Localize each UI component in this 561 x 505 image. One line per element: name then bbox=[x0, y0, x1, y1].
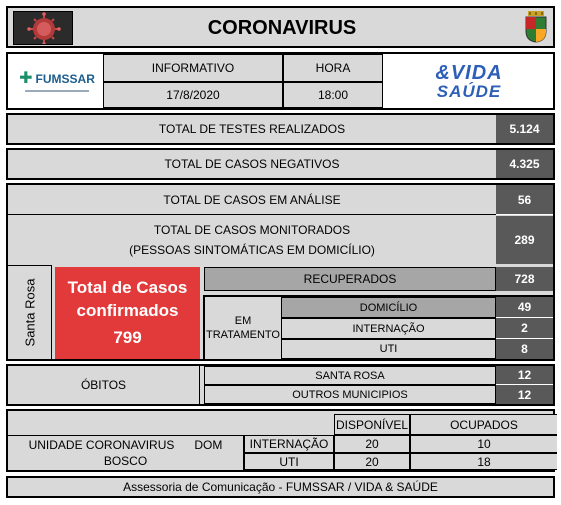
internacao-value: 2 bbox=[496, 318, 553, 339]
obitos-label: ÓBITOS bbox=[8, 366, 200, 404]
obitos-santa-rosa-value: 12 bbox=[496, 366, 553, 385]
city-vertical-label bbox=[8, 265, 52, 359]
city-crest-icon bbox=[525, 11, 547, 43]
disponivel-label: DISPONÍVEL bbox=[334, 414, 410, 435]
testes-value: 5.124 bbox=[496, 115, 553, 143]
report-date: 17/8/2020 bbox=[103, 82, 283, 108]
plus-icon: ✚ bbox=[19, 69, 33, 87]
confirmed-box bbox=[55, 267, 200, 359]
ocupados-label: OCUPADOS bbox=[410, 414, 557, 435]
confirmed-line2: confirmados bbox=[76, 301, 179, 320]
vida-logo-line2: SAÚDE bbox=[436, 81, 502, 101]
unidade-name bbox=[8, 435, 244, 470]
unidade-internacao-disp: 20 bbox=[334, 435, 410, 453]
monitorados-label: TOTAL DE CASOS MONITORADOS bbox=[153, 223, 351, 237]
fumssar-logo-text: FUMSSAR bbox=[35, 71, 95, 86]
unidade-internacao-label: INTERNAÇÃO bbox=[244, 435, 334, 453]
fumssar-logo bbox=[14, 57, 100, 105]
page-title: CORONAVIRUS bbox=[207, 16, 357, 39]
confirmed-value: 799 bbox=[113, 328, 142, 347]
testes-label: TOTAL DE TESTES REALIZADOS bbox=[158, 122, 346, 136]
monitorados-block bbox=[8, 216, 496, 264]
domicilio-value: 49 bbox=[496, 297, 553, 318]
domicilio-label: DOMICÍLIO bbox=[281, 297, 496, 318]
obitos-santa-rosa-label: SANTA ROSA bbox=[204, 366, 496, 385]
recuperados-value: 728 bbox=[496, 267, 553, 291]
monitorados-value: 289 bbox=[496, 216, 553, 264]
virus-image bbox=[13, 11, 73, 45]
obitos-outros-label: OUTROS MUNICIPIOS bbox=[204, 385, 496, 404]
uti-label: UTI bbox=[281, 339, 496, 359]
negativos-value: 4.325 bbox=[496, 150, 553, 178]
internacao-label: INTERNAÇÃO bbox=[281, 318, 496, 339]
unidade-uti-disp: 20 bbox=[334, 453, 410, 470]
vida-saude-logo bbox=[386, 55, 552, 107]
unidade-internacao-ocup: 10 bbox=[410, 435, 557, 453]
monitorados-sub: (PESSOAS SINTOMÁTICAS EM DOMICÍLIO) bbox=[129, 243, 375, 257]
fumssar-logo-subline bbox=[25, 90, 89, 92]
confirmed-line1: Total de Casos bbox=[67, 278, 188, 297]
footer-text: Assessoria de Comunicação - FUMSSAR / VIDA & SAÚDE bbox=[123, 480, 438, 494]
vida-logo-line1: &VIDA bbox=[435, 61, 503, 84]
tratamento-label: EM TRATAMENTO bbox=[206, 314, 280, 341]
unidade-uti-label: UTI bbox=[244, 453, 334, 470]
informativo-label: INFORMATIVO bbox=[103, 54, 283, 82]
unidade-uti-ocup: 18 bbox=[410, 453, 557, 470]
obitos-outros-value: 12 bbox=[496, 385, 553, 404]
recuperados-label: RECUPERADOS bbox=[204, 267, 496, 291]
unidade-name-line2: BOSCO bbox=[103, 454, 148, 468]
analise-value: 56 bbox=[496, 185, 553, 215]
analise-label: TOTAL DE CASOS EM ANÁLISE bbox=[8, 185, 496, 215]
report-time: 18:00 bbox=[283, 82, 383, 108]
negativos-label: TOTAL DE CASOS NEGATIVOS bbox=[164, 157, 340, 171]
uti-value: 8 bbox=[496, 339, 553, 359]
city-name: Santa Rosa bbox=[22, 278, 37, 347]
unidade-name-line1: UNIDADE CORONAVIRUS DOM bbox=[28, 438, 223, 452]
hora-label: HORA bbox=[283, 54, 383, 82]
